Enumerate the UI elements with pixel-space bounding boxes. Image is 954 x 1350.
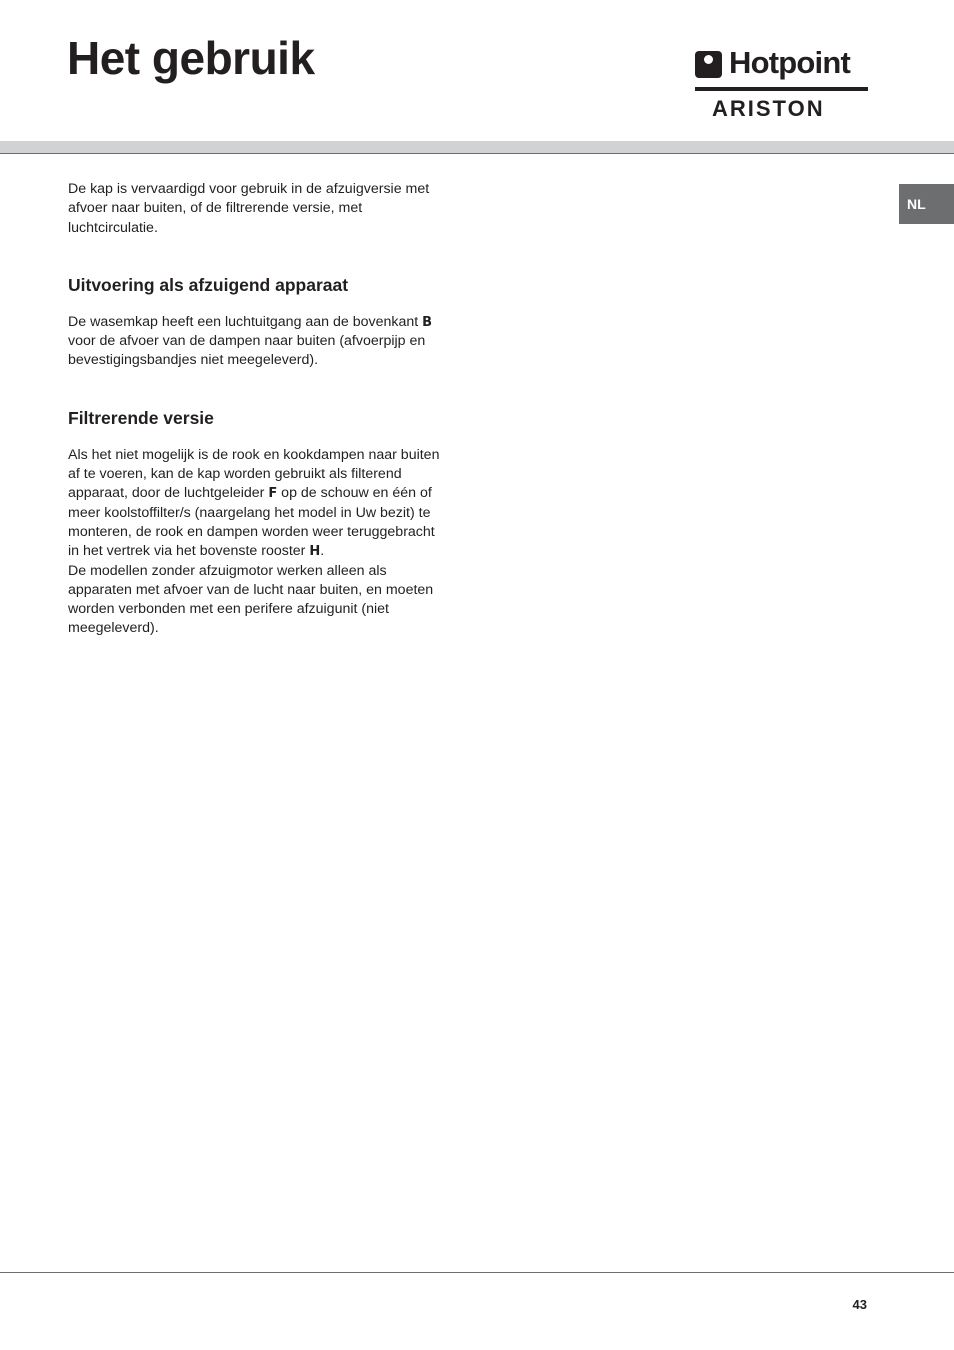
reference-letter-h: H bbox=[309, 544, 321, 560]
logo-brand-ariston: ARISTON bbox=[712, 96, 825, 121]
logo-top-row bbox=[695, 47, 868, 81]
intro-paragraph: De kap is vervaardigd voor gebruik in de afzuigversie met afvoer naar buiten, of de filtrerende versie, met luchtcirculatie. bbox=[68, 181, 430, 236]
hotpoint-ariston-logo bbox=[695, 47, 868, 122]
exhaust-section-heading: Uitvoering als afzuigend apparaat bbox=[68, 274, 349, 295]
reference-letter-f: F bbox=[268, 486, 278, 502]
page-number: 43 bbox=[852, 1297, 867, 1312]
filter-section-heading: Filtrerende versie bbox=[68, 407, 214, 428]
filter-section-paragraph-2: De modellen zonder afzuigmotor werken alleen als apparaten met afvoer van de lucht naar buiten, en moeten worden verbonden met een perifere afzuigunit (niet meegeleverd). bbox=[68, 562, 434, 637]
main-content bbox=[68, 180, 448, 639]
footer-rule bbox=[0, 1272, 954, 1273]
filter-text-part-3: . bbox=[320, 543, 325, 560]
filter-text-part-2: op de schouw en één of meer koolstoffilter/s (naargelang het model in Uw bezit) te monteren, de rook en dampen worden weer teruggebracht in het vertrek via het bovenste rooster bbox=[68, 485, 435, 560]
language-tab: NL bbox=[899, 184, 954, 224]
exhaust-section-paragraph bbox=[68, 313, 448, 371]
filter-section-paragraph bbox=[68, 446, 448, 562]
reference-letter-b: B bbox=[422, 314, 433, 330]
logo-divider bbox=[695, 87, 868, 91]
filter-text-part-1: Als het niet mogelijk is de rook en kookdampen naar buiten af te voeren, kan de kap worden gebruikt als filterend apparaat, door de luchtgeleider bbox=[68, 446, 440, 502]
header-rule bbox=[0, 153, 954, 154]
page-title: Het gebruik bbox=[67, 32, 315, 84]
exhaust-text-part-1: De wasemkap heeft een luchtuitgang aan de bovenkant bbox=[68, 313, 423, 330]
logo-square-icon bbox=[695, 51, 722, 78]
header-band bbox=[0, 141, 954, 153]
logo-brand-hotpoint: Hotpoint bbox=[729, 45, 850, 80]
exhaust-text-part-2: voor de afvoer van de dampen naar buiten (afvoerpijp en bevestigingsbandjes niet meegeleverd). bbox=[68, 333, 426, 369]
